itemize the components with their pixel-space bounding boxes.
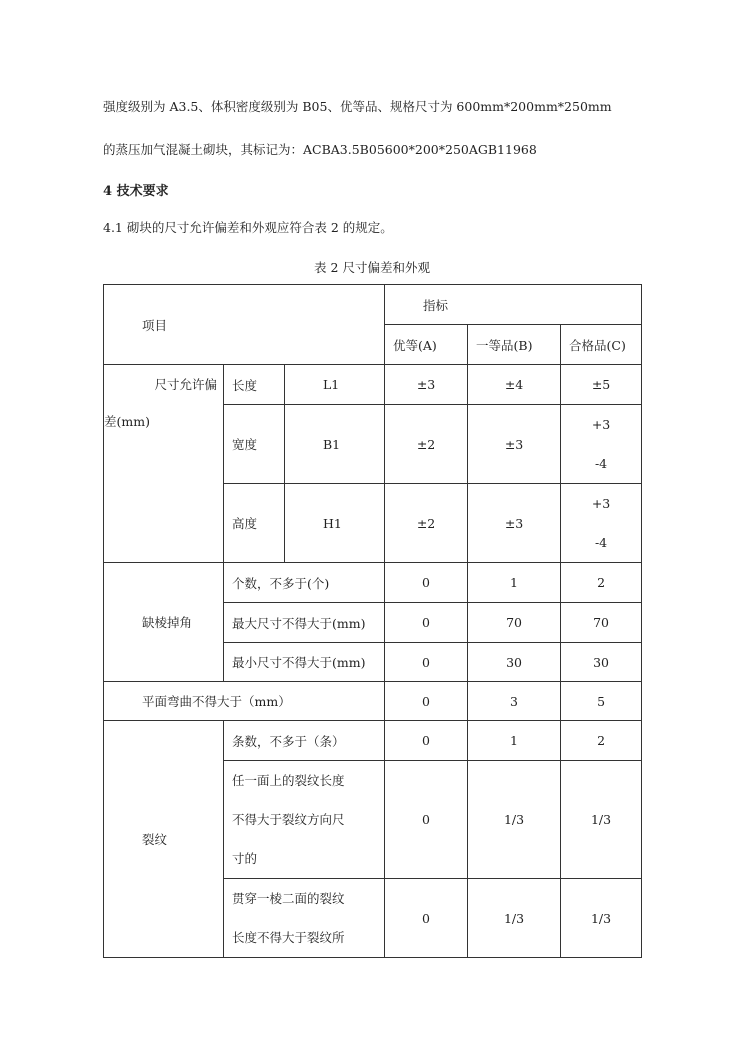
cell-a: 0	[385, 879, 468, 958]
cell-c: 1/3	[561, 879, 642, 958]
header-item: 项目	[104, 285, 385, 365]
table-caption: 表 2 尺寸偏差和外观	[314, 260, 430, 275]
cell-b: ±3	[468, 484, 561, 563]
cell-c-minus: -4	[594, 535, 608, 550]
cell-name	[224, 761, 385, 879]
cell-c: ±5	[561, 365, 642, 405]
cell-c-plus: +3	[591, 417, 611, 432]
table-row	[104, 682, 642, 721]
label-line: 尺寸允许偏	[154, 377, 217, 392]
header-grade-a: 优等(A)	[385, 325, 468, 365]
table-header-row	[104, 285, 642, 325]
cell-c	[561, 484, 642, 563]
name-line: 任一面上的裂纹长度	[232, 773, 345, 788]
header-index: 指标	[385, 285, 642, 325]
cell-c-minus: -4	[594, 456, 608, 471]
cell-b: 70	[468, 603, 561, 643]
cell-symbol: H1	[285, 484, 385, 563]
cell-c	[561, 405, 642, 484]
name-line: 贯穿一棱二面的裂纹	[232, 891, 345, 906]
cell-b: 1/3	[468, 761, 561, 879]
size-deviation-label	[104, 365, 224, 563]
paragraph-line: 的蒸压加气混凝土砌块，其标记为：ACBA3.5B05600*200*250AGB11968	[103, 142, 537, 157]
name-line: 长度不得大于裂纹所	[232, 930, 345, 945]
cell-b: ±4	[468, 365, 561, 405]
cell-name: 宽度	[224, 405, 285, 484]
paragraph-line: 强度级别为 A3.5、体积密度级别为 B05、优等品、规格尺寸为 600mm*200mm*250mm	[103, 99, 612, 114]
cell-a: 0	[385, 761, 468, 879]
cell-b: 1	[468, 563, 561, 603]
cell-name: 高度	[224, 484, 285, 563]
cell-name: 最大尺寸不得大于(mm)	[224, 603, 385, 643]
table-row	[104, 721, 642, 761]
section-heading: 4 技术要求	[103, 184, 169, 199]
cell-name: 最小尺寸不得大于(mm)	[224, 643, 385, 682]
cracks-label: 裂纹	[104, 721, 224, 958]
cell-a: 0	[385, 682, 468, 721]
cell-a: 0	[385, 721, 468, 761]
table-row	[104, 563, 642, 603]
header-grade-b: 一等品(B)	[468, 325, 561, 365]
cell-b: 1	[468, 721, 561, 761]
cell-a: 0	[385, 643, 468, 682]
cell-a: ±3	[385, 365, 468, 405]
cell-name: 个数，不多于(个)	[224, 563, 385, 603]
name-line: 寸的	[232, 851, 258, 866]
cell-c: 30	[561, 643, 642, 682]
cell-a: ±2	[385, 484, 468, 563]
cell-c: 5	[561, 682, 642, 721]
cell-a: 0	[385, 563, 468, 603]
cell-symbol: L1	[285, 365, 385, 405]
spec-table	[103, 284, 642, 958]
table-row	[104, 365, 642, 405]
cell-c: 1/3	[561, 761, 642, 879]
paragraph-line: 4.1 砌块的尺寸允许偏差和外观应符合表 2 的规定。	[103, 220, 393, 235]
cell-symbol: B1	[285, 405, 385, 484]
cell-b: 3	[468, 682, 561, 721]
cell-a: 0	[385, 603, 468, 643]
header-grade-c: 合格品(C)	[561, 325, 642, 365]
cell-name: 长度	[224, 365, 285, 405]
cell-c-plus: +3	[591, 496, 611, 511]
label-line: 差(mm)	[104, 414, 150, 429]
name-line: 不得大于裂纹方向尺	[232, 812, 345, 827]
cell-c: 2	[561, 721, 642, 761]
cell-a: ±2	[385, 405, 468, 484]
cell-b: ±3	[468, 405, 561, 484]
cell-c: 2	[561, 563, 642, 603]
cell-c: 70	[561, 603, 642, 643]
cell-name: 条数，不多于（条）	[224, 721, 385, 761]
cell-b: 30	[468, 643, 561, 682]
cell-name: 平面弯曲不得大于（mm）	[104, 682, 385, 721]
cell-name	[224, 879, 385, 958]
corner-damage-label: 缺棱掉角	[104, 563, 224, 682]
cell-b: 1/3	[468, 879, 561, 958]
